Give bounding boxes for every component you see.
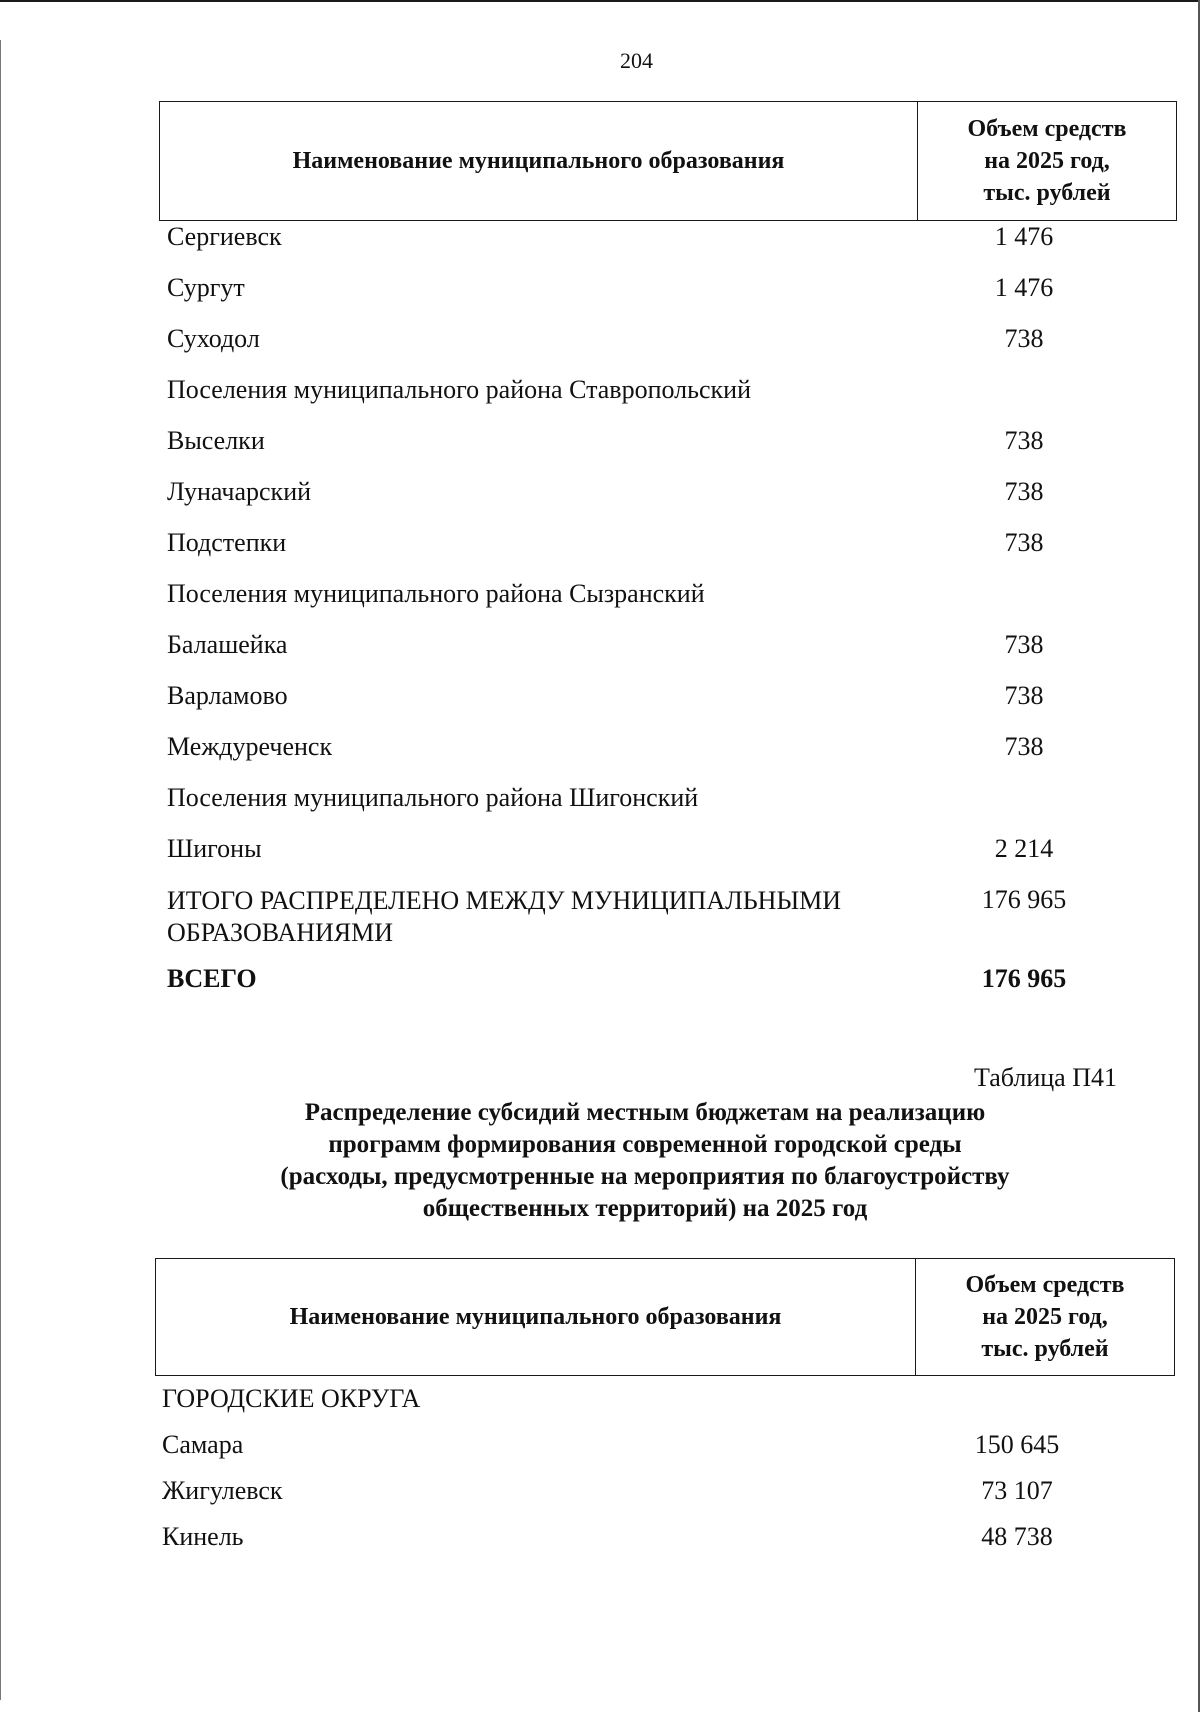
- row-value: 738: [1004, 426, 1044, 455]
- row-value: 738: [1004, 681, 1044, 710]
- row-subtotal-value: 176 965: [981, 885, 1067, 914]
- row-value: 48 738: [981, 1522, 1053, 1551]
- table-row: [162, 1516, 1172, 1562]
- table-row: [162, 1470, 1172, 1516]
- table2-header-name: Наименование муниципального образования: [156, 1259, 916, 1375]
- table-row-group: [162, 1378, 1172, 1424]
- row-total-name: ВСЕГО: [167, 964, 257, 993]
- row-subtotal-name: ИТОГО РАСПРЕДЕЛЕНО МЕЖДУ МУНИЦИПАЛЬНЫМИ ОБРАЗОВАНИЯМИ: [167, 886, 842, 947]
- table-row: [167, 318, 1177, 369]
- table2-title: [160, 1097, 1130, 1225]
- table2-header-volume: [916, 1259, 1174, 1375]
- row-name: Подстепки: [167, 528, 287, 557]
- table1-header-volume-line: Объем средств: [967, 116, 1127, 142]
- row-value: 2 214: [994, 834, 1054, 863]
- table-row: [167, 216, 1177, 267]
- row-value: 1 476: [994, 222, 1054, 251]
- table1-header: [159, 101, 1177, 221]
- table-row-subtotal: [167, 879, 1177, 958]
- row-group-name: Поселения муниципального района Сызранский: [167, 579, 705, 608]
- table2-header-volume-line: на 2025 год,: [982, 1304, 1108, 1330]
- page-left-border: [0, 40, 1, 1700]
- table-row: [167, 420, 1177, 471]
- row-name: Междуреченск: [167, 732, 333, 761]
- table-row: [167, 522, 1177, 573]
- table2-title-line: (расходы, предусмотренные на мероприятия по благоустройству: [280, 1163, 1010, 1190]
- row-total-value: 176 965: [981, 964, 1067, 993]
- row-name: Варламово: [167, 681, 288, 710]
- row-value: 738: [1004, 732, 1044, 761]
- row-value: 1 476: [994, 273, 1054, 302]
- table1-header-name: Наименование муниципального образования: [160, 102, 918, 220]
- table2-header-volume-line: тыс. рублей: [981, 1336, 1109, 1362]
- table-row-total: [167, 958, 1177, 1009]
- table-row: [167, 471, 1177, 522]
- table1-header-volume: [918, 102, 1176, 220]
- row-value: 73 107: [981, 1476, 1053, 1505]
- row-name: Луначарский: [167, 477, 312, 506]
- table1-header-volume-line: тыс. рублей: [983, 180, 1111, 206]
- table-row: [167, 828, 1177, 879]
- row-name: Выселки: [167, 426, 265, 455]
- row-group-name: Поселения муниципального района Шигонский: [167, 783, 699, 812]
- row-name: Кинель: [162, 1522, 244, 1551]
- row-name: Самара: [162, 1430, 244, 1459]
- table2-body: [162, 1378, 1172, 1562]
- row-group-name: ГОРОДСКИЕ ОКРУГА: [162, 1384, 421, 1413]
- table-row: [167, 726, 1177, 777]
- table2-header-volume-line: Объем средств: [965, 1272, 1125, 1298]
- table-row: [167, 675, 1177, 726]
- row-name: Сургут: [167, 273, 245, 302]
- table-row: [167, 624, 1177, 675]
- table2-title-line: программ формирования современной городской среды: [328, 1131, 962, 1158]
- table2-title-line: Распределение субсидий местным бюджетам на реализацию: [304, 1099, 986, 1126]
- table-row: [167, 267, 1177, 318]
- row-name: Балашейка: [167, 630, 288, 659]
- table1-header-volume-line: на 2025 год,: [984, 148, 1110, 174]
- row-value: 150 645: [974, 1430, 1060, 1459]
- table2-header: [155, 1258, 1175, 1376]
- table2-title-line: общественных территорий) на 2025 год: [422, 1195, 868, 1222]
- row-name: Суходол: [167, 324, 260, 353]
- row-value: 738: [1004, 630, 1044, 659]
- row-name: Шигоны: [167, 834, 262, 863]
- page-top-border: [0, 0, 1200, 2]
- table-row-group: [167, 777, 1177, 828]
- table1-body: [167, 216, 1177, 1009]
- row-name: Сергиевск: [167, 222, 282, 251]
- table-row-group: [167, 369, 1177, 420]
- row-value: 738: [1004, 324, 1044, 353]
- table-row-group: [167, 573, 1177, 624]
- row-name: Жигулевск: [162, 1476, 283, 1505]
- row-value: 738: [1004, 477, 1044, 506]
- table-row: [162, 1424, 1172, 1470]
- row-value: 738: [1004, 528, 1044, 557]
- row-group-name: Поселения муниципального района Ставропольский: [167, 375, 751, 404]
- table2-caption: Таблица П41: [974, 1063, 1117, 1092]
- page-number: 204: [620, 48, 653, 73]
